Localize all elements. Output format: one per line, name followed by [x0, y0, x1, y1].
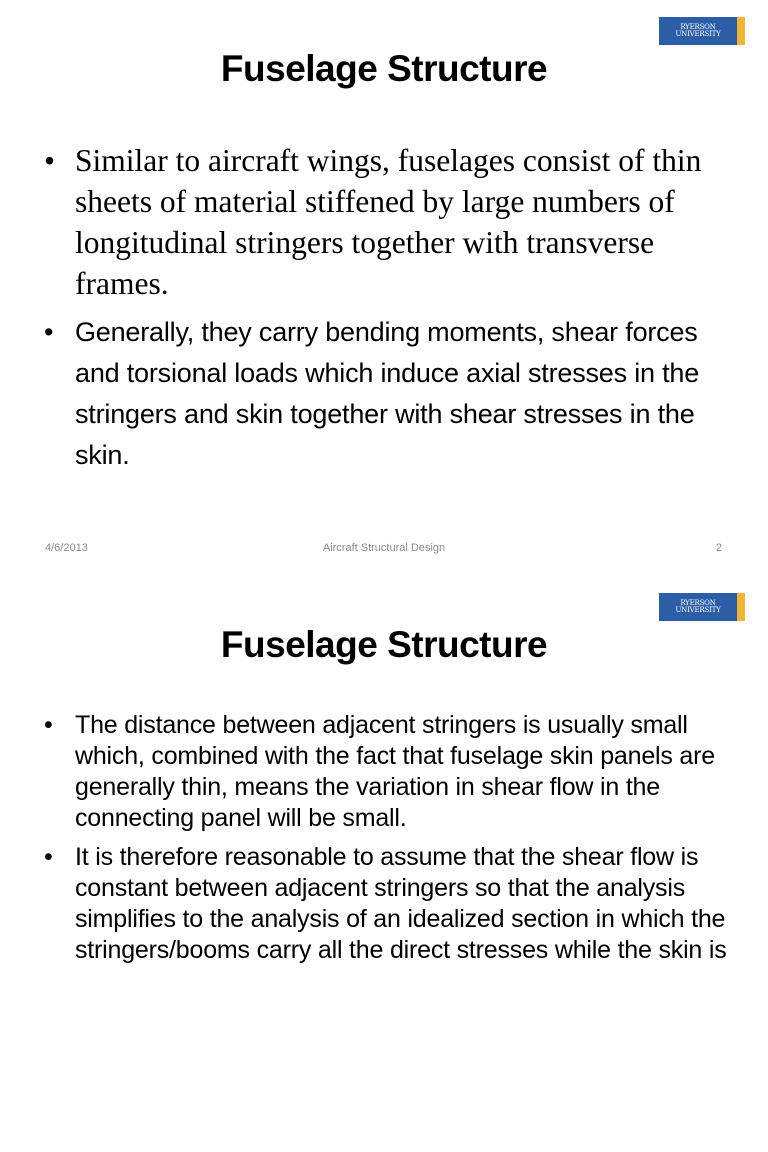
- bullet-list: [44, 140, 728, 476]
- slide-page-3: [0, 576, 768, 1152]
- bullet-text: The distance between adjacent stringers is usually small which, combined with the fact that fuselage skin panels are generally thin, means the variation in shear flow in the connecting panel will be small.: [75, 711, 715, 832]
- logo-line-1: RYERSON: [680, 23, 716, 31]
- bullet-dot-icon: •: [44, 317, 54, 347]
- logo-line-2: UNIVERSITY: [675, 606, 721, 614]
- bullet-text: Similar to aircraft wings, fuselages consist of thin sheets of material stiffened by large numbers of longitudinal stringers together with transverse frames.: [75, 143, 702, 301]
- slide-title: Fuselage Structure: [220, 48, 548, 89]
- bullet-list: [44, 710, 728, 974]
- bullet-dot-icon: •: [44, 143, 56, 178]
- bullet-dot-icon: •: [44, 843, 53, 871]
- bullet-dot-icon: •: [44, 711, 53, 739]
- footer-course-title: Aircraft Structural Design: [322, 542, 446, 554]
- logo-accent-bar: [737, 593, 745, 621]
- footer-date: 4/6/2013: [45, 542, 88, 554]
- bullet-item: [44, 140, 728, 304]
- logo-line-2: UNIVERSITY: [675, 30, 721, 38]
- ryerson-university-logo: [659, 17, 745, 45]
- slide-title: Fuselage Structure: [220, 624, 548, 665]
- bullet-text: It is therefore reasonable to assume that the shear flow is constant between adjacent stringers so that the analysis simplifies to the analysis of an idealized section in which the stringers/booms carry all the direct stresses while the skin is: [75, 843, 727, 964]
- bullet-item: [44, 710, 728, 834]
- bullet-item: [44, 312, 728, 476]
- logo-accent-bar: [737, 17, 745, 45]
- bullet-text: Generally, they carry bending moments, shear forces and torsional loads which induce axial stresses in the stringers and skin together with shear stresses in the skin.: [75, 317, 700, 470]
- logo-line-1: RYERSON: [680, 599, 716, 607]
- bullet-item: [44, 842, 728, 966]
- footer-page-number: 2: [715, 542, 722, 554]
- ryerson-university-logo: [659, 593, 745, 621]
